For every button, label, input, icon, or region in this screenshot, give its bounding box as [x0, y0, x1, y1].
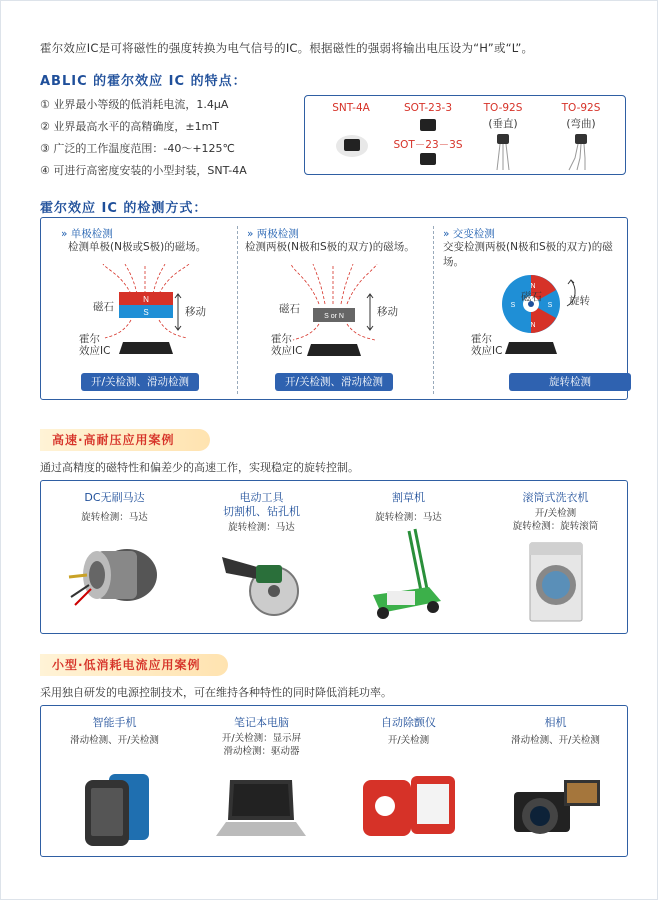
case-detail: 旋转检测：马达	[81, 512, 148, 523]
case-detail-2: 滑动检测：驱动器	[223, 746, 300, 757]
case-detail: 开/关检测	[534, 508, 577, 519]
low-power-box	[40, 705, 628, 857]
package-to92-b-sub: (弯曲)	[566, 118, 596, 130]
case-smartphone	[41, 706, 188, 856]
intro-text: 霍尔效应IC是可将磁性的强度转换为电气信号的IC。根据磁性的强弱将输出电压设为“H”或“L”。	[40, 41, 534, 55]
sot-s-chip-icon	[417, 150, 439, 168]
package-sot-label: SOT-23-3	[404, 102, 452, 114]
case-detail: 开/关检测：显示屏	[221, 733, 302, 744]
case-detail: 滑动检测、开/关检测	[70, 735, 159, 746]
case-name: 相机	[544, 716, 567, 729]
alternating-desc: 交变检测两极(N极和S极的双方)的磁场。	[443, 241, 613, 268]
case-detail: 旋转检测：马达	[375, 512, 442, 523]
high-speed-tab: 高速·高耐压应用案例	[40, 429, 210, 451]
package-sot-s-label: SOT－23－3S	[393, 139, 463, 151]
case-power-tool	[188, 481, 335, 633]
feature-item-1: ① 业界最小等级的低消耗电流，1.4μA	[40, 98, 229, 111]
detection-box	[40, 217, 628, 400]
feature-item-2: ② 业界最高水平的高精确度，±1mT	[40, 120, 220, 133]
case-name: 自动除颤仪	[381, 716, 436, 729]
lawn-mower-image	[369, 521, 449, 621]
package-to92-v-sub: (垂直)	[488, 118, 518, 130]
unipolar-s-pole: S	[143, 308, 149, 317]
unipolar-title: » 单极检测	[61, 228, 113, 240]
case-detail-2: 旋转检测：旋转滚筒	[512, 521, 599, 532]
rotor-n-top: N	[530, 283, 536, 290]
case-dc-motor	[41, 481, 188, 633]
high-speed-desc: 通过高精度的磁特性和偏差少的高速工作，实现稳定的旋转控制。	[40, 461, 359, 474]
rotor-diagram	[499, 274, 563, 358]
sot-chip-icon	[417, 116, 439, 134]
smartphone-image	[75, 770, 159, 848]
alternating-magnet-label: 磁石	[521, 291, 542, 303]
alternating-ic-label-2: 效应IC	[471, 345, 503, 357]
alternating-title: » 交变检测	[443, 228, 495, 240]
detection-bipolar	[237, 218, 433, 399]
detection-unipolar	[41, 218, 237, 399]
motor-image	[65, 541, 165, 613]
case-name: 电动工具	[239, 491, 284, 504]
aed-image	[361, 766, 457, 848]
bipolar-pole-text: S or N	[324, 313, 344, 320]
bipolar-desc: 检测两极(N极和S极的双方)的磁场。	[245, 241, 415, 253]
washing-machine-image	[528, 541, 584, 623]
package-to92-v-label: TO-92S	[483, 102, 523, 114]
rotor-s-right: S	[547, 302, 553, 309]
camera-image	[508, 774, 604, 848]
alternating-pill: 旋转检测	[509, 373, 631, 391]
case-washing-machine	[482, 481, 629, 633]
unipolar-move-label: 移动	[185, 306, 206, 318]
low-power-desc: 采用独自研发的电源控制技术，可在维持各种特性的同时降低消耗功率。	[40, 686, 392, 699]
case-camera	[482, 706, 629, 856]
bipolar-move-arrow-icon	[365, 292, 375, 332]
case-name: 滚筒式洗衣机	[522, 491, 589, 504]
bipolar-pill: 开/关检测、滑动检测	[275, 373, 393, 391]
package-to92-b-label: TO-92S	[561, 102, 601, 114]
features-title: ABLIC 的霍尔效应 IC 的特点：	[40, 74, 247, 89]
unipolar-magnet-label: 磁石	[93, 301, 114, 313]
high-speed-box	[40, 480, 628, 634]
detection-alternating	[433, 218, 629, 399]
case-detail: 开/关检测	[387, 735, 430, 746]
unipolar-desc: 检测单极(N极或S极)的磁场。	[68, 241, 207, 253]
case-laptop	[188, 706, 335, 856]
case-name: 智能手机	[92, 716, 137, 729]
case-name-2: 切割机、钻孔机	[223, 505, 300, 518]
case-detail: 旋转检测：马达	[228, 522, 295, 533]
snt-chip-icon	[335, 130, 369, 158]
package-box	[304, 95, 626, 175]
case-detail: 滑动检测、开/关检测	[511, 735, 600, 746]
case-name: 笔记本电脑	[234, 716, 289, 729]
case-lawn-mower	[335, 481, 482, 633]
laptop-image	[216, 776, 308, 844]
unipolar-n-pole: N	[143, 295, 149, 304]
to92-vertical-icon	[491, 132, 515, 172]
unipolar-ic-label-2: 效应IC	[79, 345, 111, 357]
low-power-tab: 小型·低消耗电流应用案例	[40, 654, 228, 676]
case-name: DC无刷马达	[84, 491, 145, 504]
to92-bent-icon	[567, 132, 595, 172]
detection-title: 霍尔效应 IC 的检测方式：	[40, 201, 208, 216]
case-name: 割草机	[392, 491, 425, 504]
bipolar-move-label: 移动	[377, 306, 398, 318]
rotor-s-left: S	[510, 302, 516, 309]
unipolar-pill: 开/关检测、滑动检测	[81, 373, 199, 391]
bipolar-ic-label-2: 效应IC	[271, 345, 303, 357]
rotor-n-bottom: N	[530, 322, 536, 329]
power-tool-image	[212, 547, 316, 619]
bipolar-magnet-label: 磁石	[279, 303, 300, 315]
unipolar-move-arrow-icon	[173, 292, 183, 332]
unipolar-ic-label-1: 霍尔	[79, 333, 100, 345]
alternating-ic-label-1: 霍尔	[471, 333, 492, 345]
bipolar-title: » 两极检测	[247, 228, 299, 240]
feature-item-3: ③ 广泛的工作温度范围：-40～+125℃	[40, 142, 235, 155]
case-aed	[335, 706, 482, 856]
package-snt-label: SNT-4A	[332, 102, 370, 114]
bipolar-ic-label-1: 霍尔	[271, 333, 292, 345]
feature-item-4: ④ 可进行高密度安装的小型封装，SNT-4A	[40, 164, 247, 177]
alternating-rotate-label: 旋转	[569, 295, 590, 307]
